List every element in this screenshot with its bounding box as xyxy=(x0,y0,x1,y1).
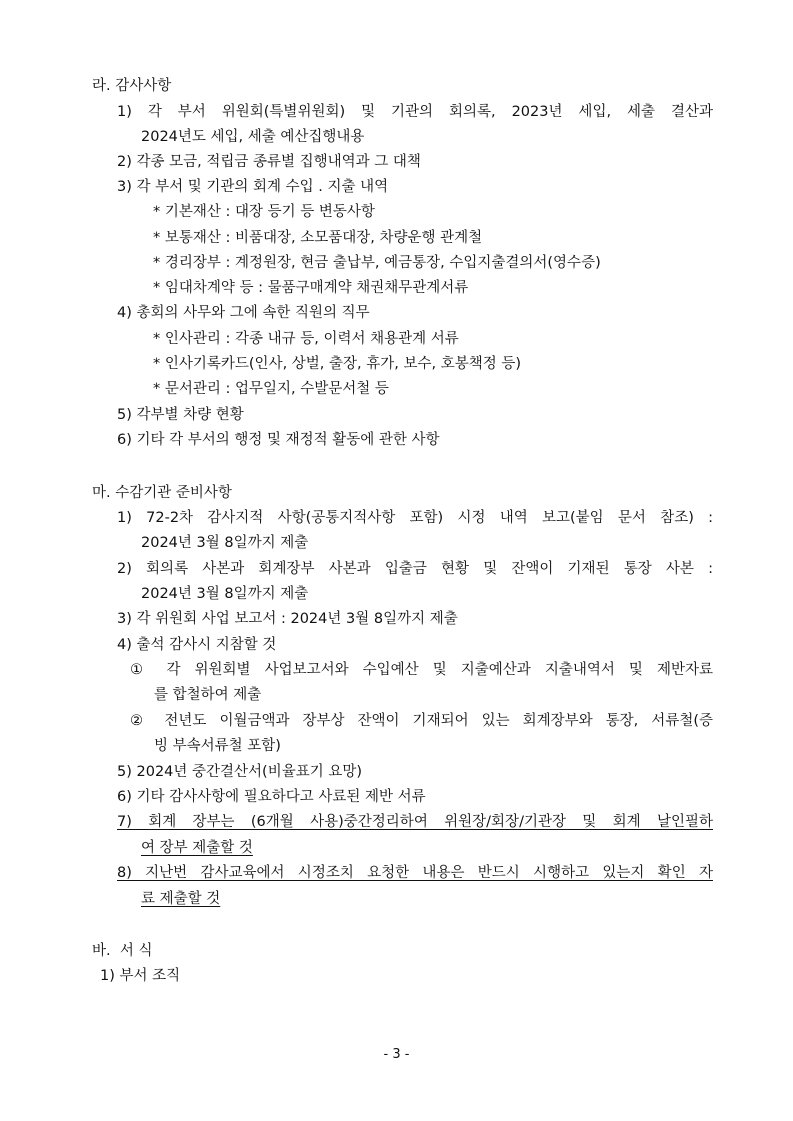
ma-item-8-line1: 8) 지난번 감사교육에서 시정조치 요청한 내용은 반드시 시행하고 있는지 확인 자 xyxy=(117,865,713,881)
ma-item-4-circled-2-line2: 빙 부속서류철 포함) xyxy=(154,738,281,754)
ra-item-6: 6) 기타 각 부서의 행정 및 재정적 활동에 관한 사항 xyxy=(117,432,440,448)
ba-item-1: 1) 부서 조직 xyxy=(100,968,181,984)
ma-item-1-line1: 1) 72-2차 감사지적 사항(공통지적사항 포함) 시정 내역 보고(붙임 문서 참조) : xyxy=(117,510,713,526)
ma-item-2-line2: 2024년 3월 8일까지 제출 xyxy=(141,586,309,602)
ra-item-3: 3) 각 부서 및 기관의 회계 수입 . 지출 내역 xyxy=(117,179,389,195)
ma-item-4-circled-2-line1: ② 전년도 이월금액과 장부상 잔액이 기재되어 있는 회계장부와 통장, 서류철(증 xyxy=(130,713,713,729)
ma-item-7-line2: 여 장부 제출할 것 xyxy=(141,840,253,856)
ma-item-4-circled-1-line1: ① 각 위원회별 사업보고서와 수입예산 및 지출예산과 지출내역서 및 제반자료 xyxy=(130,662,713,678)
section-ra-heading: 라. 감사사항 xyxy=(92,78,172,94)
ra-item-4-sub-2: * 인사기록카드(인사, 상벌, 출장, 휴가, 보수, 호봉책정 등) xyxy=(153,356,522,372)
ma-item-2-line1: 2) 회의록 사본과 회계장부 사본과 입출금 현황 및 잔액이 기재된 통장 사본 : xyxy=(117,561,713,577)
ma-item-4: 4) 출석 감사시 지참할 것 xyxy=(117,637,277,653)
ra-item-4-sub-3: * 문서관리 : 업무일지, 수발문서철 등 xyxy=(153,381,389,397)
ma-item-5: 5) 2024년 중간결산서(비율표기 요망) xyxy=(117,764,363,780)
ma-item-1-line2: 2024년 3월 8일까지 제출 xyxy=(141,535,309,551)
ra-item-3-sub-2: * 보통재산 : 비품대장, 소모품대장, 차량운행 관계철 xyxy=(153,230,483,246)
ra-item-3-sub-4: * 임대차계약 등 : 물품구매계약 채권채무관계서류 xyxy=(153,280,469,296)
ra-item-3-sub-3: * 경리장부 : 계정원장, 현금 출납부, 예금통장, 수입지출결의서(영수증) xyxy=(153,255,601,271)
page-number: - 3 - xyxy=(383,1047,410,1062)
ra-item-4: 4) 총회의 사무와 그에 속한 직원의 직무 xyxy=(117,305,370,321)
section-ba-heading: 바. 서 식 xyxy=(92,943,153,959)
ra-item-3-sub-1: * 기본재산 : 대장 등기 등 변동사항 xyxy=(153,204,375,220)
ra-item-5: 5) 각부별 차량 현황 xyxy=(117,407,244,423)
ma-item-6: 6) 기타 감사사항에 필요하다고 사료된 제반 서류 xyxy=(117,789,426,805)
ra-item-2: 2) 각종 모금, 적립금 종류별 집행내역과 그 대책 xyxy=(117,154,421,170)
ra-item-1-line2: 2024년도 세입, 세출 예산집행내용 xyxy=(141,129,365,145)
ma-item-7-line1: 7) 회계 장부는 (6개월 사용)중간정리하여 위원장/회장/기관장 및 회계 날인필하 xyxy=(117,814,713,830)
ma-item-3: 3) 각 위원회 사업 보고서 : 2024년 3월 8일까지 제출 xyxy=(117,611,458,627)
ma-item-8-line2: 료 제출할 것 xyxy=(141,891,221,907)
section-ma-heading: 마. 수감기관 준비사항 xyxy=(92,485,232,501)
ra-item-1-line1: 1) 각 부서 위원회(특별위원회) 및 기관의 회의록, 2023년 세입, 세출 결산과 xyxy=(117,104,713,120)
ma-item-4-circled-1-line2: 를 합철하여 제출 xyxy=(154,687,262,703)
ra-item-4-sub-1: * 인사관리 : 각종 내규 등, 이력서 채용관계 서류 xyxy=(153,331,459,347)
